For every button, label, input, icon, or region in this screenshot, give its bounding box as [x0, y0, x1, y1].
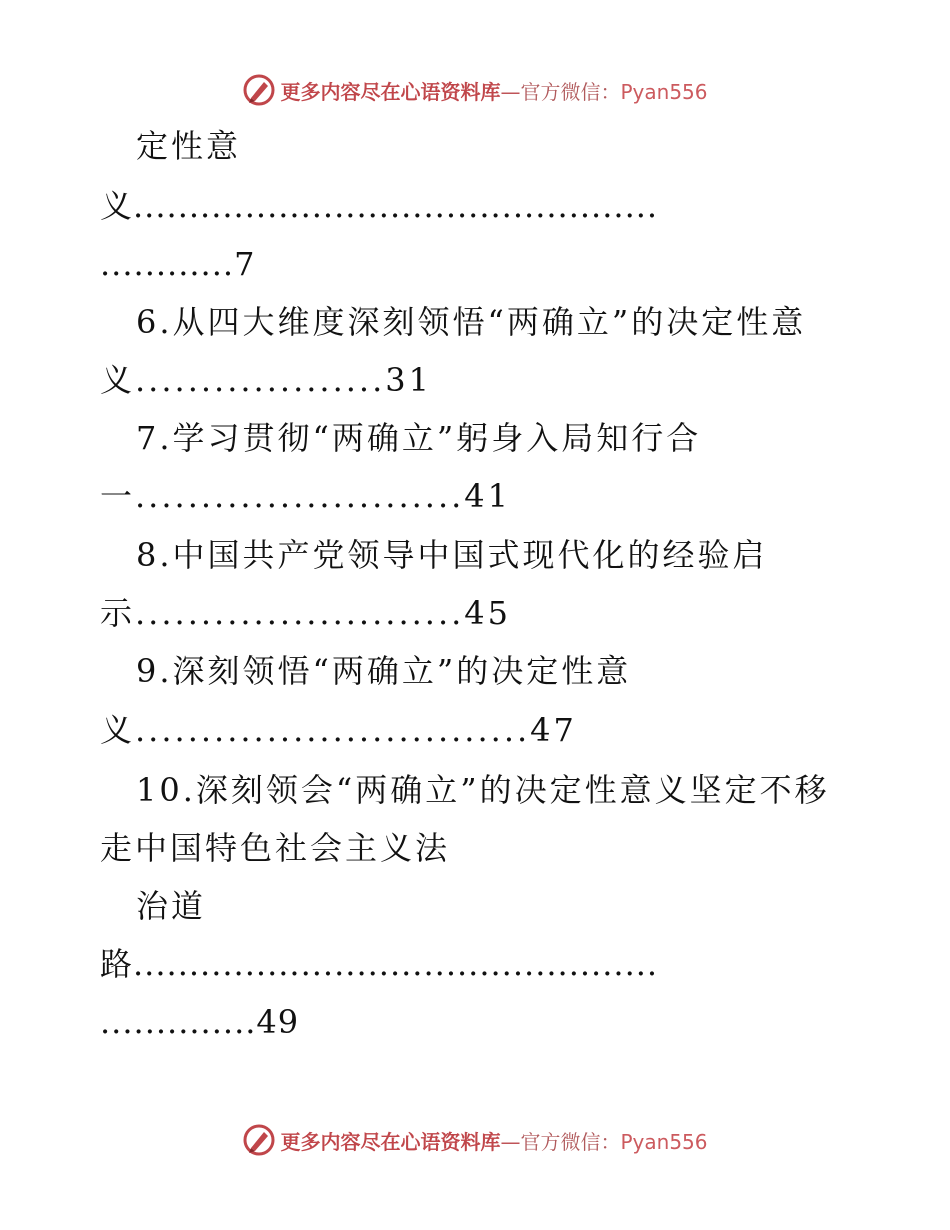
banner-text [280, 1126, 707, 1155]
toc-line: 8.中国共产党领导中国式现代化的经验启 [136, 536, 768, 574]
toc-line: 7.学习贯彻“两确立”躬身入局知行合 [136, 419, 702, 457]
toc-line: 治道 [136, 887, 207, 925]
banner-wechat-label: 官方微信： [520, 79, 621, 104]
toc-line: 路............................................... [100, 945, 659, 983]
toc-line: ..............49 [100, 1003, 300, 1041]
toc-line: 义..............................47 [100, 711, 577, 749]
pen-logo-icon [242, 1123, 276, 1157]
banner-brand: 更多内容尽在心语资料库 [280, 1129, 501, 1154]
banner-brand: 更多内容尽在心语资料库 [280, 79, 501, 104]
banner-handle: Pyan556 [620, 1129, 708, 1154]
toc-line: 9.深刻领悟“两确立”的决定性意 [136, 652, 632, 690]
toc-line: 10.深刻领会“两确立”的决定性意义坚定不移 [136, 771, 830, 809]
toc-line: 义............................................... [100, 187, 659, 225]
toc-line: 走中国特色社会主义法 [100, 829, 451, 867]
banner-dash: — [500, 1129, 521, 1154]
toc-line: 定性意 [136, 127, 242, 165]
toc-line: 一.........................41 [100, 477, 512, 515]
footer-banner [0, 1120, 950, 1160]
banner-handle: Pyan556 [620, 79, 708, 104]
toc-line: 6.从四大维度深刻领悟“两确立”的决定性意 [136, 303, 807, 341]
banner-dash: — [500, 79, 521, 104]
toc-line: ............7 [100, 245, 256, 283]
toc-line: 义...................31 [100, 361, 432, 399]
toc-line: 示.........................45 [100, 594, 512, 632]
banner-wechat-label: 官方微信： [520, 1129, 621, 1154]
